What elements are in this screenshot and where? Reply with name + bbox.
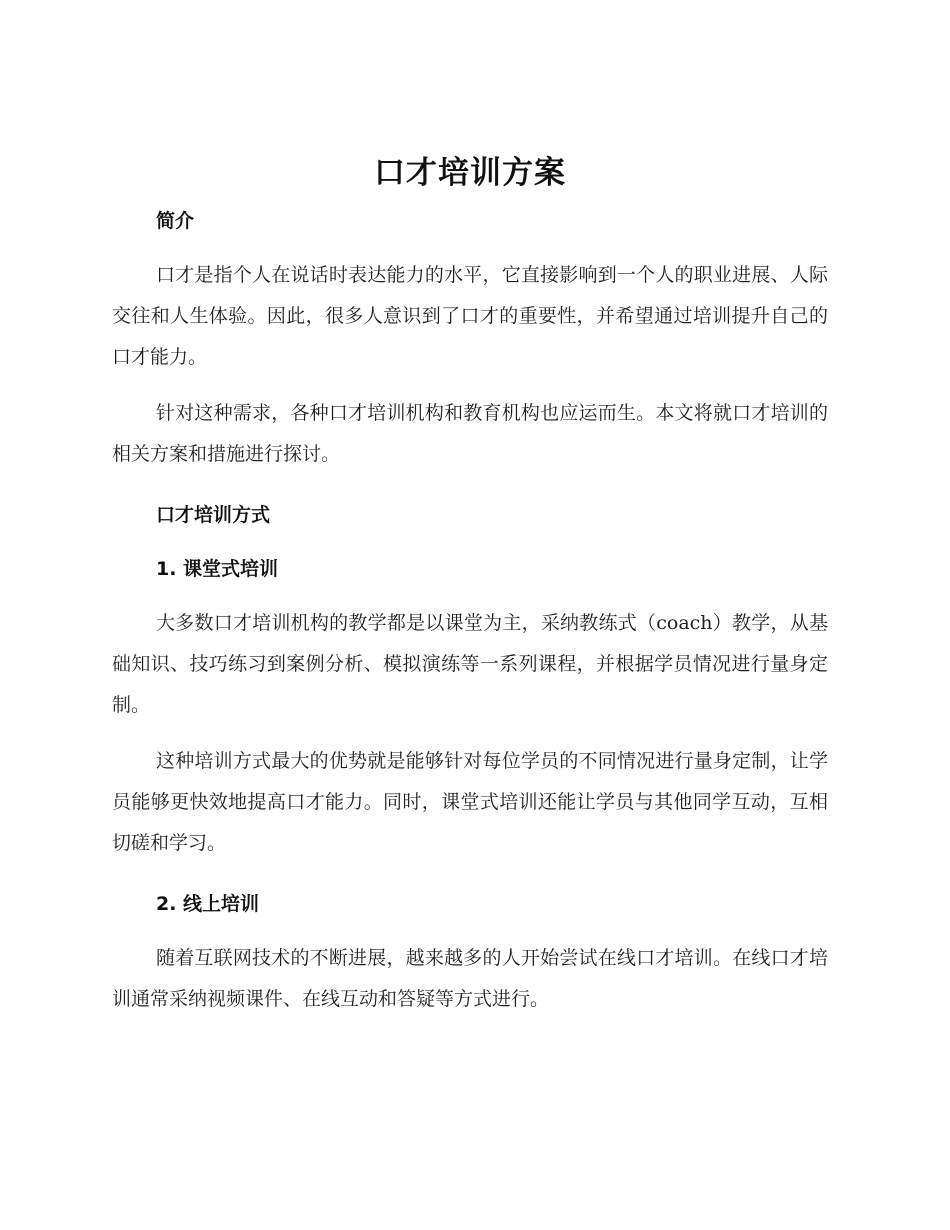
online-paragraph-1: 随着互联网技术的不断进展，越来越多的人开始尝试在线口才培训。在线口才培训通常采纳视频课件、在线互动和答疑等方式进行。 [112,947,828,1010]
subsection-heading-online: 2. 线上培训 [156,893,260,915]
classroom-paragraph-2: 这种培训方式最大的优势就是能够针对每位学员的不同情况进行量身定制，让学员能够更快效地提高口才能力。同时，课堂式培训还能让学员与其他同学互动，互相切磋和学习。 [112,750,828,854]
classroom-paragraph-1: 大多数口才培训机构的教学都是以课堂为主，采纳教练式（coach）教学，从基础知识、技巧练习到案例分析、模拟演练等一系列课程，并根据学员情况进行量身定制。 [112,612,828,716]
intro-paragraph-2: 针对这种需求，各种口才培训机构和教育机构也应运而生。本文将就口才培训的相关方案和措施进行探讨。 [112,402,828,465]
section-heading-intro: 简介 [156,210,195,232]
section-heading-methods: 口才培训方式 [156,504,271,526]
document-title: 口才培训方案 [374,155,566,191]
subsection-heading-classroom: 1. 课堂式培训 [156,558,279,580]
intro-paragraph-1: 口才是指个人在说话时表达能力的水平，它直接影响到一个人的职业进展、人际交往和人生体验。因此，很多人意识到了口才的重要性，并希望通过培训提升自己的口才能力。 [112,264,828,368]
document-page [112,150,828,1020]
